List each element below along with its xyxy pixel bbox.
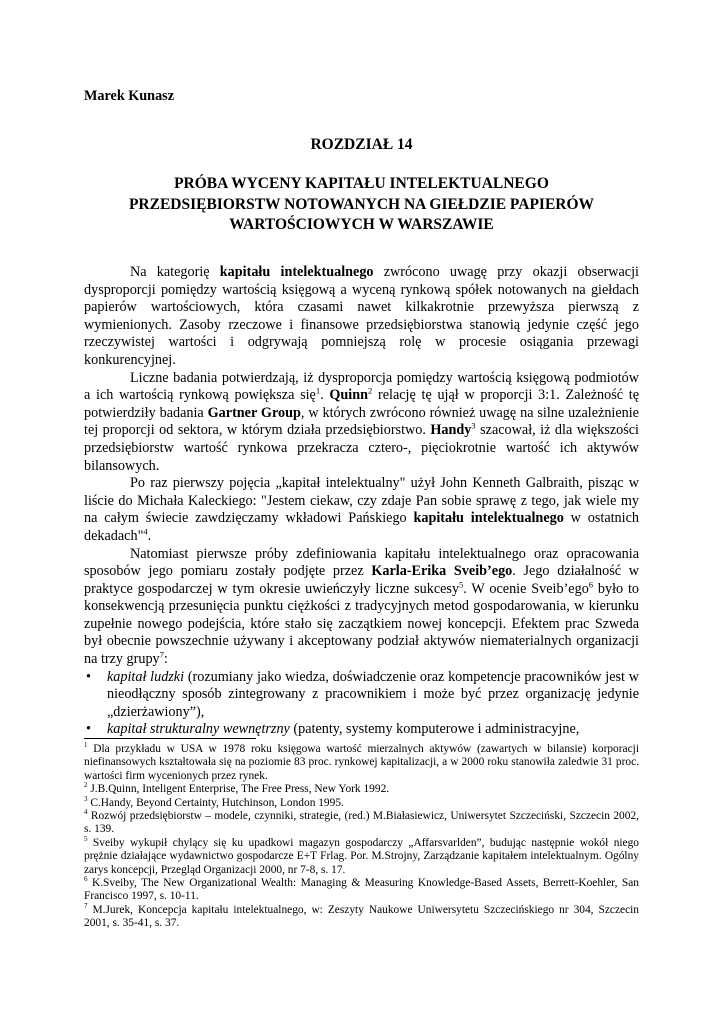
- title-line-1: PRÓBA WYCENY KAPITAŁU INTELEKTUALNEGO: [174, 175, 549, 192]
- bullet-icon: •: [86, 721, 91, 738]
- list-item: • kapitał ludzki (rozumiany jako wiedza, doświadczenie oraz kompetencje pracowników jest w nieodłączny sposób zintegrowany z pracownikiem i może być przez organizację jedynie „dzierżawiony”),: [86, 668, 639, 720]
- footnote-ref-6[interactable]: 6: [588, 578, 594, 589]
- footnote-ref-5[interactable]: 5: [459, 578, 464, 589]
- body-text: [84, 264, 639, 739]
- footnote-2: $^2$ J.B.Quinn, Inteligent Enterprise, The Free Press, New York 1992.: [84, 781, 390, 796]
- title-line-2: PRZEDSIĘBIORSTW NOTOWANYCH NA GIEŁDZIE PAPIERÓW: [128, 195, 595, 213]
- chapter-heading: ROZDZIAŁ 14: [310, 136, 413, 153]
- paragraph-1: Na kategorię kapitału intelektualnego zwrócono uwagę przy okazji obserwacji dysproporcji pomiędzy wartością księgową a wyceną rynkową spółek notowanych na giełdach papierów wartościowych, która czasami nawet kilkakrotnie przewyższa pierwszą z wymienionych. Zasoby rzeczowe i finansowe przedsiębiorstwa stanowią jedynie część jego rzeczywistej wartości i odgrywają pomniejszą rolę w procesie osiągania przewagi konkurencyjnej.: [84, 264, 639, 368]
- bullet-icon: •: [86, 668, 91, 685]
- footnote-3: $^3$ C.Handy, Beyond Certainty, Hutchinson, London 1995.: [84, 794, 344, 809]
- footnote-7: $^7$ M.Jurek, Koncepcja kapitału intelektualnego, w: Zeszyty Naukowe Uniwersytetu Szczecińskiego nr 304, Szczecin 2001, s. 35-41, s. 37.: [84, 902, 639, 930]
- footnote-1: $^1$ Dla przykładu w USA w 1978 roku księgowa wartość mierzalnych aktywów (zawartych w bilansie) korporacji niefinansowych kształtowała się na poziomie 83 proc. rynkowej kapitalizacji, a w 2000 roku stanowiła zaledwie 31 proc. wartości firm wycenionych przez rynek.: [84, 741, 639, 782]
- paragraph-3: Po raz pierwszy pojęcia „kapitał intelektualny" użył John Kenneth Galbraith, pisząc w liście do Michała Kaleckiego: "Jestem ciekaw, czy zdaje Pan sobie sprawę z tego, jak wiele my na całym świecie zawdzięczamy wkładowi Pańskiego kapitału intelektualnego w ostatnich dekadach"$^4$.: [84, 475, 639, 544]
- footnote-ref-2[interactable]: 2: [368, 385, 373, 396]
- list-item: • kapitał strukturalny wewnętrzny (patenty, systemy komputerowe i administracyjne,: [86, 721, 580, 738]
- chapter-title: [84, 174, 639, 236]
- footnote-ref-4[interactable]: 4: [143, 526, 148, 537]
- footnotes: [84, 743, 639, 931]
- asset-groups-list: [84, 669, 639, 739]
- footnote-separator: [84, 738, 256, 739]
- title-line-3: WARTOŚCIOWYCH W WARSZAWIE: [229, 216, 494, 233]
- paragraph-4: Natomiast pierwsze próby zdefiniowania kapitału intelektualnego oraz opracowania sposobów jego pomiaru zostały podjęte przez Karla-Erika Sveib’ego. Jego działalność w praktyce gospodarczej w tym okresie uwieńczyły liczne sukcesy$^5$. W ocenie Sveib’ego$^6$ było to konsekwencją przesunięcia punktu ciężkości z tradycyjnych metod gospodarowania, w kierunku zupełnie nowego podejścia, które stało się zaczątkiem nowej koncepcji. Efektem prac Szweda był obecnie powszechnie używany i akceptowany podział aktywów niematerialnych organizacji na trzy grupy$^7$:: [84, 545, 639, 668]
- footnote-ref-1[interactable]: 1: [315, 385, 321, 396]
- footnote-5: $^5$ Sveiby wykupił chylący się ku upadkowi magazyn gospodarczy „Affarsvarlden”, budując następnie wokół niego prężnie działające wydawnictwo gospodarcze E+T Frlag. Por. M.Strojny, Zarządzanie kapitałem intelektualnym. Ogólny zarys koncepcji, Przegląd Organizacji 2000, nr 7-8, s. 17.: [84, 835, 639, 876]
- footnote-ref-3[interactable]: 3: [471, 420, 476, 431]
- footnote-4: $^4$ Rozwój przedsiębiorstw – modele, czynniki, strategie, (red.) M.Białasiewicz, Uniwersytet Szczeciński, Szczecin 2002, s. 139.: [84, 808, 639, 836]
- paragraph-2: Liczne badania potwierdzają, iż dysproporcja pomiędzy wartością księgową podmiotów a ich wartością rynkową powiększa się$^1$. Quinn$^2$ relację tę ujął w proporcji 3:1. Zależność tę potwierdziły badania Gartner Group, w których zwrócono również uwagę na silne uzależnienie tej proporcji od sektora, w którym działa przedsiębiorstwo. Handy$^3$ szacował, iż dla większości przedsiębiorstw wartość rynkowa przekracza cztero-, pięciokrotnie wartość ich aktywów bilansowych.: [84, 369, 639, 474]
- footnote-6: $^6$ K.Sveiby, The New Organizational Wealth: Managing & Measuring Knowledge-Based Assets, Berrett-Koehler, San Francisco 1997, s. 10-11.: [84, 875, 639, 903]
- author-name: Marek Kunasz: [84, 88, 174, 104]
- footnote-ref-7[interactable]: 7: [159, 649, 164, 660]
